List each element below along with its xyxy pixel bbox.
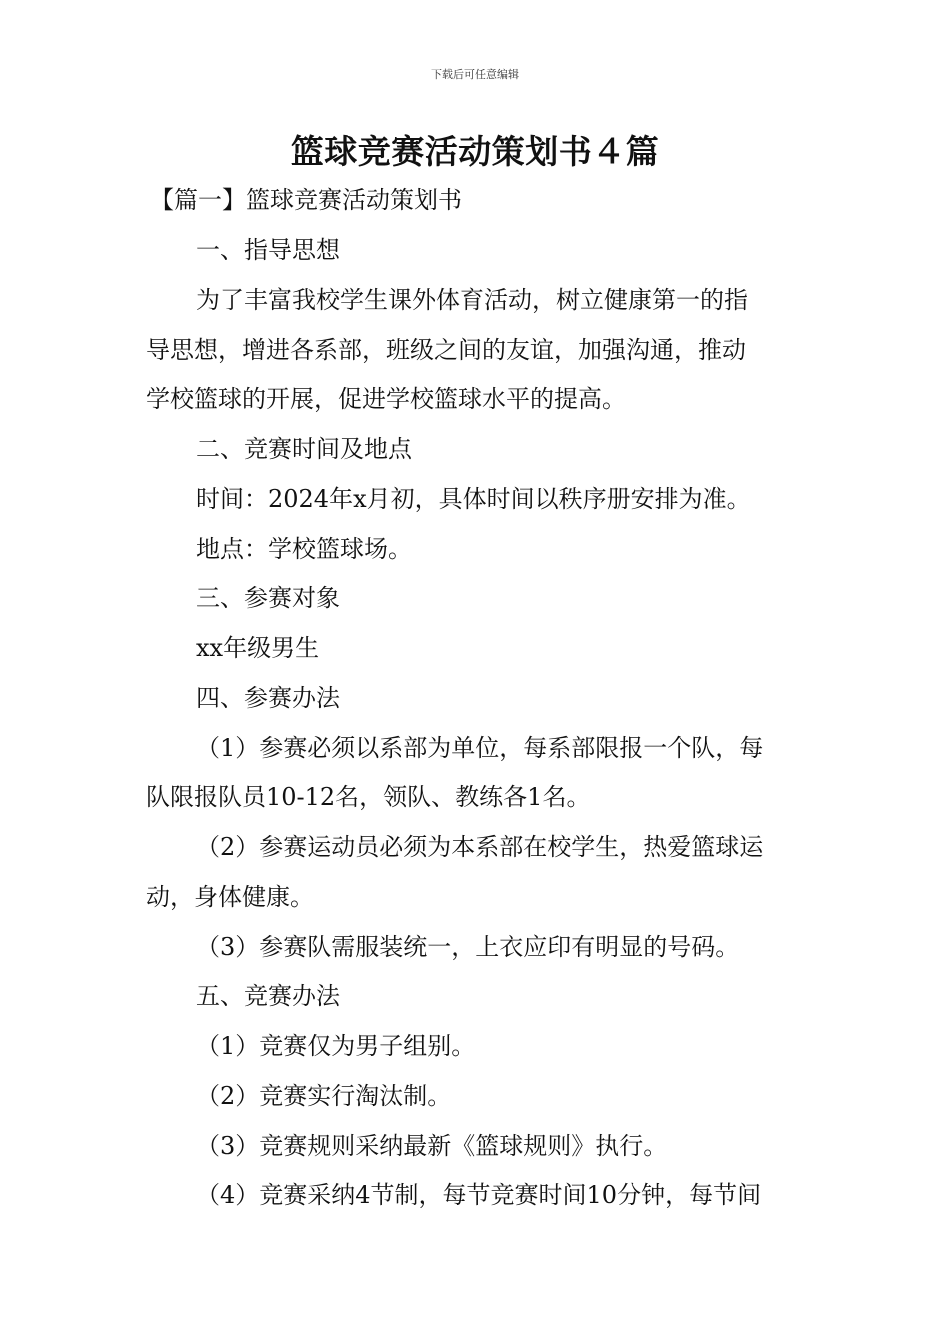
paragraph-line: 为了丰富我校学生课外体育活动，树立健康第一的指: [196, 286, 748, 314]
paragraph-line: 动，身体健康。: [146, 883, 314, 911]
paragraph-line: 导思想，增进各系部，班级之间的友谊，加强沟通，推动: [146, 336, 746, 364]
heading-competition-method: 五、竞赛办法: [196, 982, 340, 1010]
paragraph-line: （1）参赛必须以系部为单位，每系部限报一个队，每: [196, 734, 764, 762]
header-note: 下载后可任意编辑: [431, 68, 519, 81]
paragraph-line: （4）竞赛采纳4节制，每节竞赛时间10分钟，每节间: [196, 1181, 762, 1209]
paragraph-line: 地点：学校篮球场。: [196, 535, 412, 563]
heading-guiding-idea: 一、指导思想: [196, 236, 340, 264]
heading-entry-method: 四、参赛办法: [196, 684, 340, 712]
paragraph-line: （2）竞赛实行淘汰制。: [196, 1082, 452, 1110]
paragraph-line: （2）参赛运动员必须为本系部在校学生，热爱篮球运: [196, 833, 764, 861]
paragraph-line: （3）参赛队需服装统一，上衣应印有明显的号码。: [196, 933, 740, 961]
document-title: 篮球竞赛活动策划书４篇: [290, 132, 660, 171]
paragraph-line: 队限报队员10-12名，领队、教练各1名。: [146, 783, 591, 811]
section-heading-part-one: 【篇一】篮球竞赛活动策划书: [150, 186, 462, 214]
heading-time-place: 二、竞赛时间及地点: [196, 435, 412, 463]
paragraph-line: （3）竞赛规则采纳最新《篮球规则》执行。: [196, 1132, 668, 1160]
paragraph-line: （1）竞赛仅为男子组别。: [196, 1032, 476, 1060]
paragraph-line: 学校篮球的开展，促进学校篮球水平的提高。: [146, 385, 626, 413]
heading-participants: 三、参赛对象: [196, 584, 340, 612]
paragraph-line: xx年级男生: [196, 634, 320, 662]
paragraph-line: 时间：2024年x月初，具体时间以秩序册安排为准。: [196, 485, 751, 513]
